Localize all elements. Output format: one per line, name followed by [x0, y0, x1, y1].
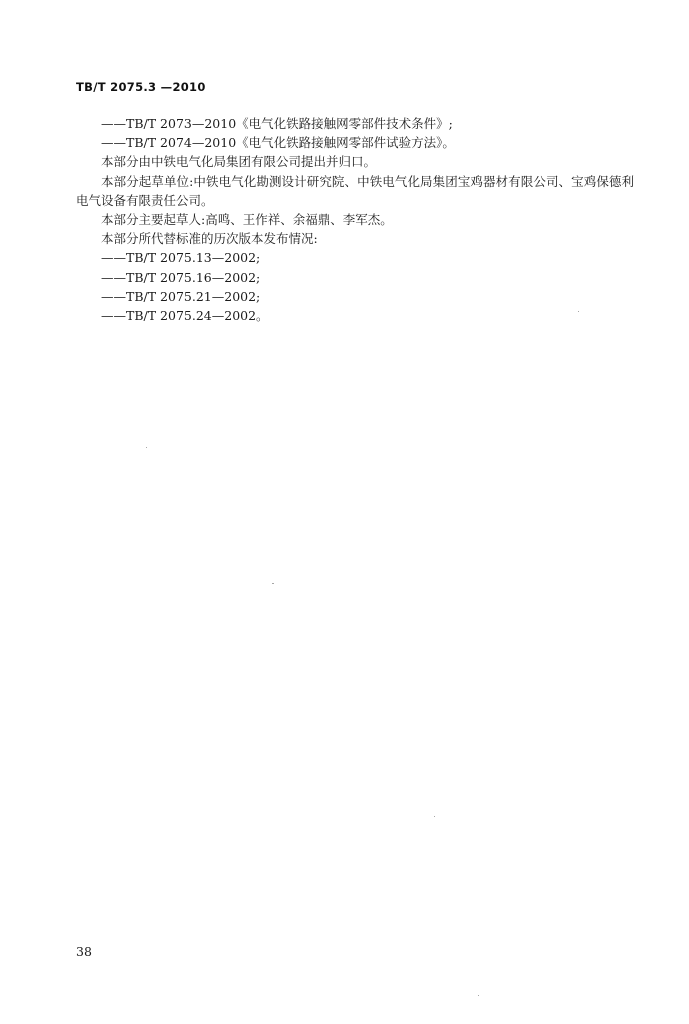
proposed-by-statement: 本部分由中铁电气化局集团有限公司提出并归口。: [101, 154, 377, 170]
drafters-statement: 本部分主要起草人:高鸣、王作祥、余福鼎、李军杰。: [101, 212, 393, 228]
scan-speck: [272, 583, 274, 584]
history-item: ——TB/T 2075.21—2002;: [101, 288, 261, 304]
history-item: ——TB/T 2075.24—2002。: [101, 308, 269, 324]
scan-speck: [146, 447, 147, 448]
scan-speck: [478, 995, 479, 996]
foreword-body: [76, 114, 634, 325]
standard-number-header: TB/T 2075.3 —2010: [76, 80, 206, 94]
history-item: ——TB/T 2075.16—2002;: [101, 269, 261, 285]
page-number: 38: [76, 944, 92, 959]
scan-speck: [578, 311, 579, 312]
scan-speck: [434, 816, 435, 817]
history-item: ——TB/T 2075.13—2002;: [101, 250, 261, 266]
normative-reference-2: ——TB/T 2074—2010《电气化铁路接触网零部件试验方法》。: [101, 135, 455, 151]
drafting-units-statement: 本部分起草单位:中铁电气化勘测设计研究院、中铁电气化局集团宝鸡器材有限公司、宝鸡保德利电气设备有限责任公司。: [76, 173, 634, 208]
normative-reference-1: ——TB/T 2073—2010《电气化铁路接触网零部件技术条件》;: [101, 116, 453, 131]
history-intro: 本部分所代替标准的历次版本发布情况:: [101, 231, 318, 247]
